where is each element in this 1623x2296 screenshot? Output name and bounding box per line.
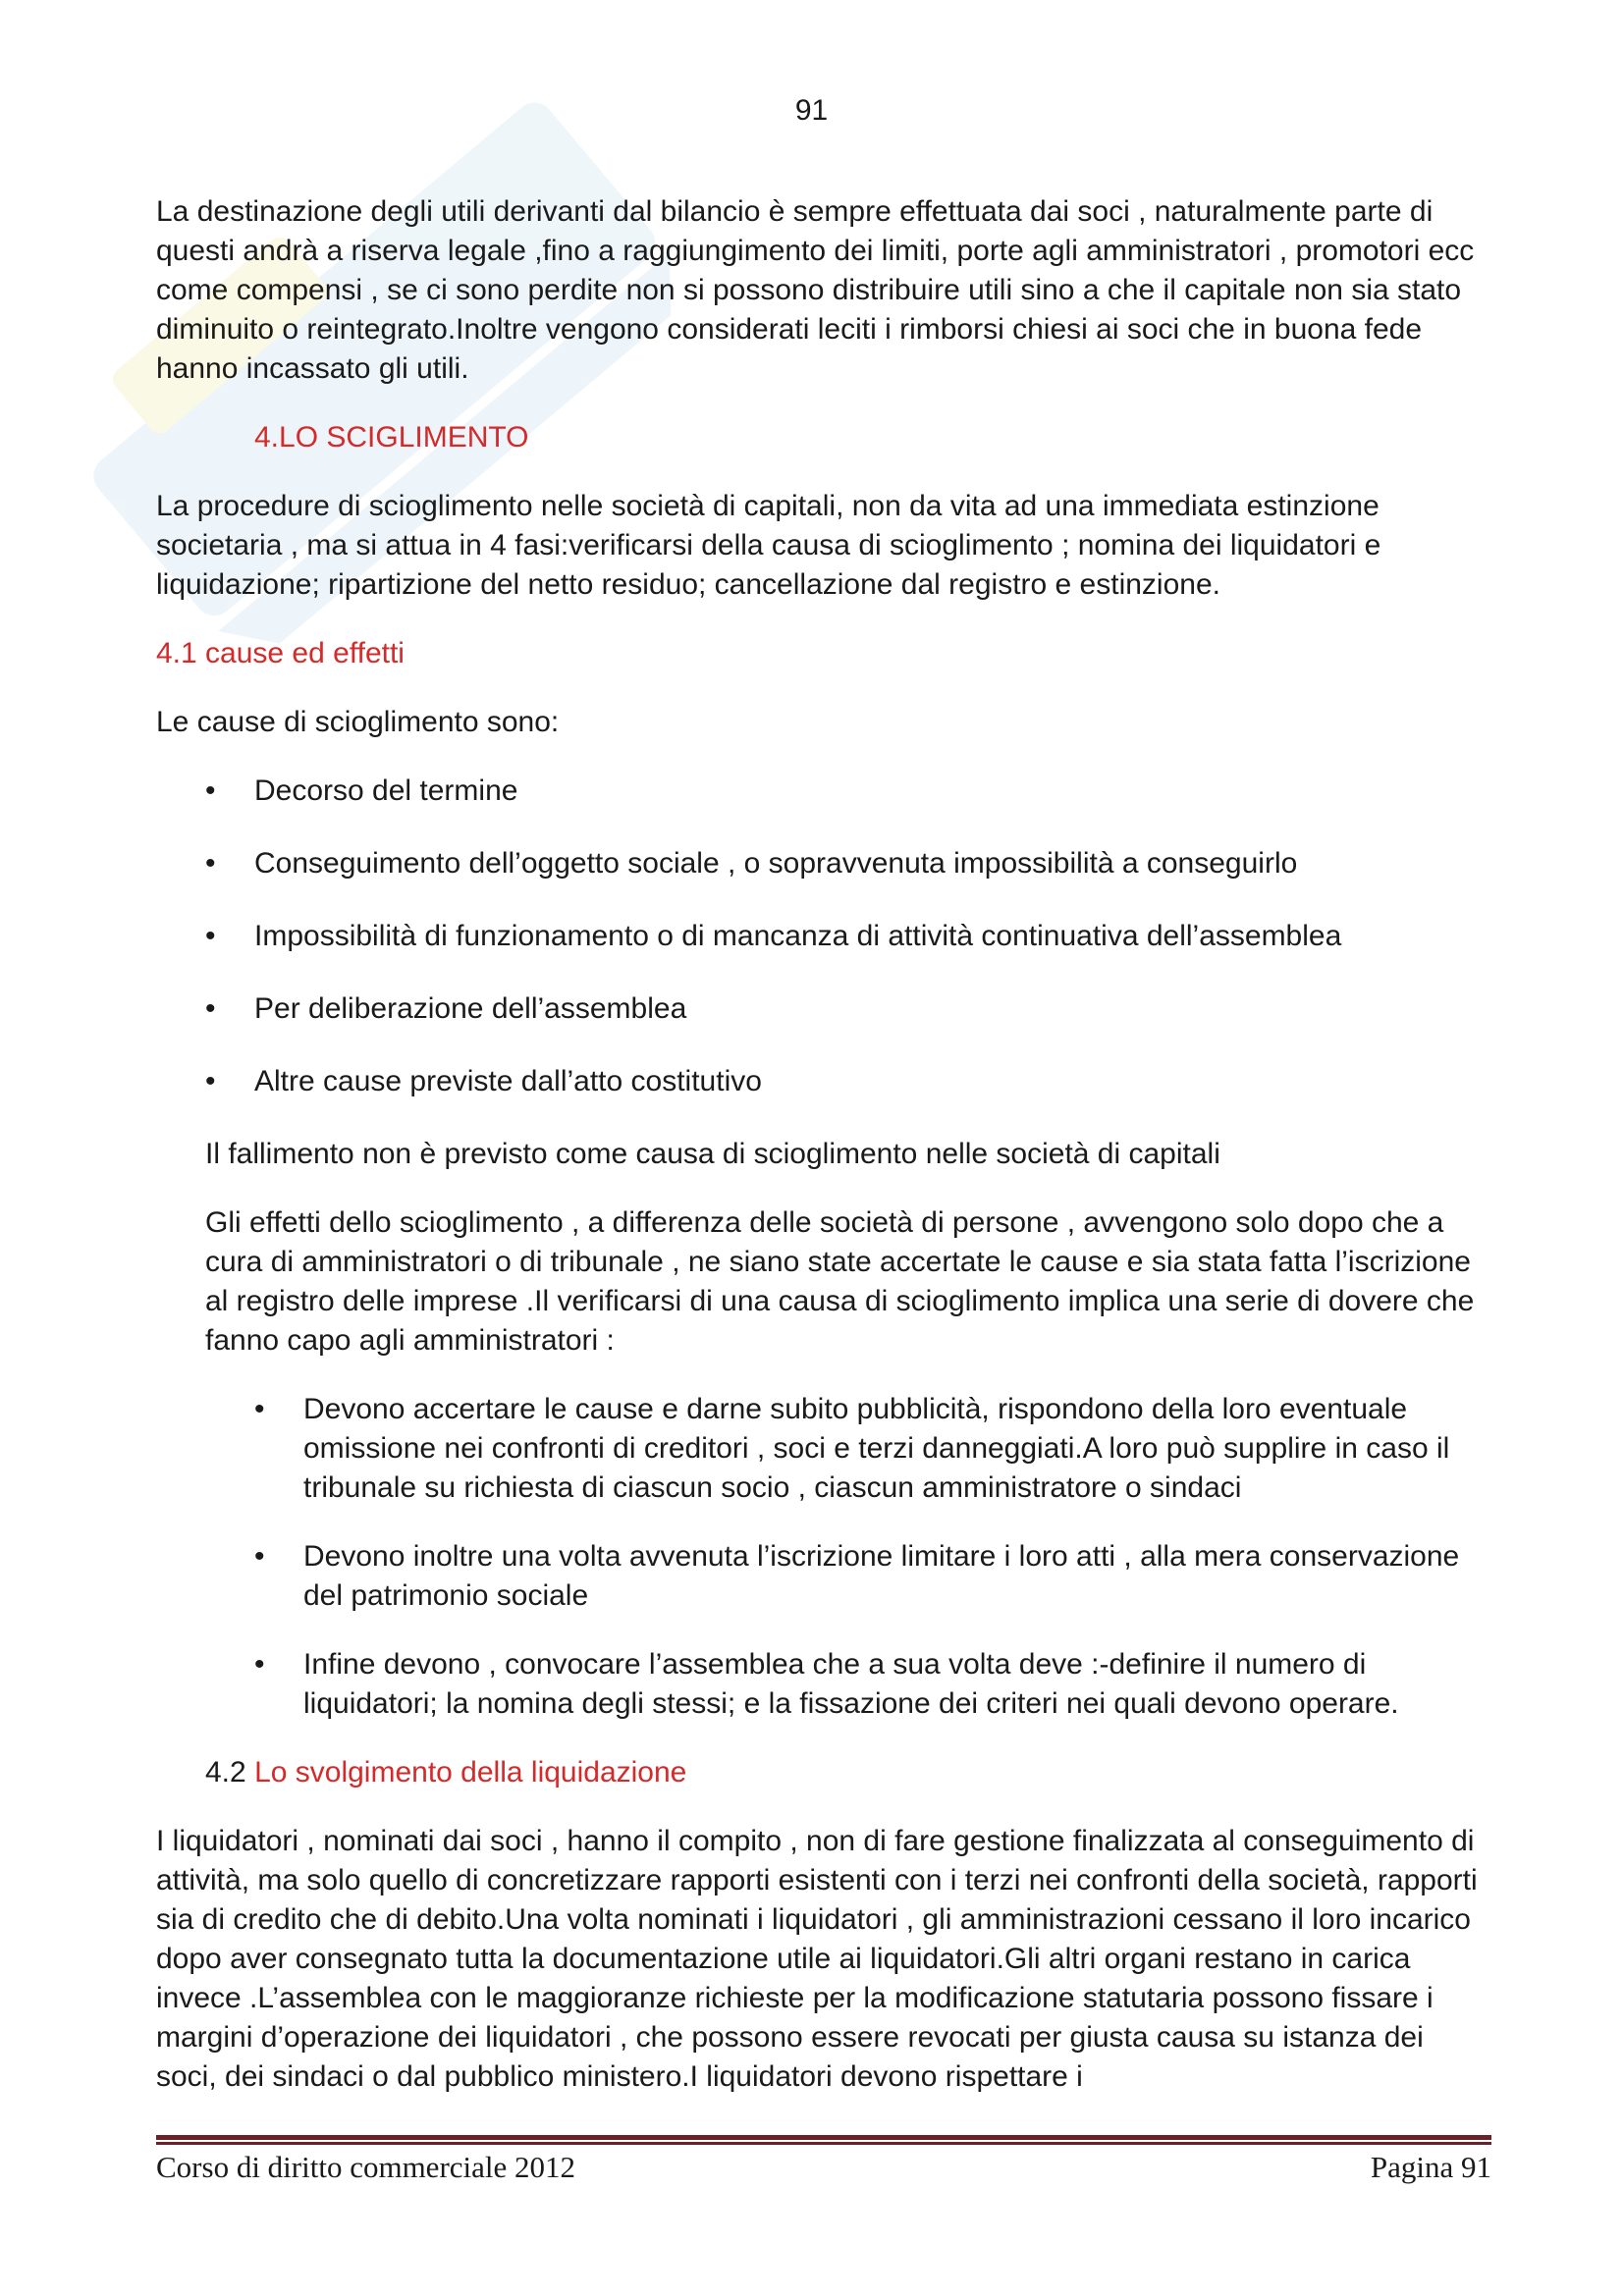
heading-section-4: 4.LO SCIGLIMENTO: [254, 421, 529, 454]
paragraph-procedure: La procedure di scioglimento nelle società di capitali, non da vita ad una immediata estinzione societaria , ma si attua in 4 fasi:verificarsi della causa di scioglimento ; nomina dei liquidatori e liquidazione; ripartizione del netto residuo; cancellazione dal registro e estinzione.: [156, 490, 1381, 601]
footer-course-title: Corso di diritto commerciale 2012: [156, 2150, 576, 2184]
paragraph-effects: Gli effetti dello scioglimento , a differenza delle società di persone , avvengono solo dopo che a cura di amministratori o di tribunale , ne siano state accertate le cause e sia stata fatta l’iscrizione al registro delle imprese .Il verificarsi di una causa di scioglimento implica una serie di dovere che fanno capo agli amministratori :: [205, 1206, 1475, 1357]
list-item: • Devono inoltre una volta avvenuta l’iscrizione limitare i loro atti , alla mera conservazione del patrimonio sociale: [156, 1537, 1491, 1616]
paragraph-intro: La destinazione degli utili derivanti dal bilancio è sempre effettuata dai soci , naturalmente parte di questi andrà a riserva legale ,fino a raggiungimento dei limiti, porte agli amministratori , promotori ecc come compensi , se ci sono perdite non si possono distribuire utili sino a che il capitale non sia stato diminuito o reintegrato.Inoltre vengono considerati leciti i rimborsi chiesi ai soci che in buona fede hanno incassato gli utili.: [156, 195, 1475, 385]
heading-section-4-2-number: 4.2: [205, 1756, 246, 1789]
heading-section-4-2-title: Lo svolgimento della liquidazione: [254, 1756, 687, 1789]
list-item: • Conseguimento dell’oggetto sociale , o sopravvenuta impossibilità a conseguirlo: [156, 844, 1491, 883]
footer-page-label: Pagina 91: [1370, 2150, 1491, 2184]
paragraph-causes-intro: Le cause di scioglimento sono:: [156, 706, 560, 738]
heading-section-4-2: [156, 1753, 1491, 1792]
paragraph-liquidators: I liquidatori , nominati dai soci , hanno il compito , non di fare gestione finalizzata al conseguimento di attività, ma solo quello di concretizzare rapporti esistenti con i terzi nei confronti della società, rapporti sia di credito che di debito.Una volta nominati i liquidatori , gli amministrazioni cessano il loro incarico dopo aver consegnato tutta la documentazione utile ai liquidatori.Gli altri organi restano in carica invece .L’assemblea con le maggioranze richieste per la modificazione statutaria possono fissare i margini d’operazione dei liquidatori , che possono essere revocati per giusta causa su istanza dei soci, dei sindaci o dal pubblico ministero.I liquidatori devono rispettare i: [156, 1825, 1478, 2093]
list-item: • Impossibilità di funzionamento o di mancanza di attività continuativa dell’assemblea: [156, 917, 1491, 956]
list-item: • Devono accertare le cause e darne subito pubblicità, rispondono della loro eventuale omissione nei confronti di creditori , soci e terzi danneggiati.A loro può supplire in caso il tribunale su richiesta di ciascun socio , ciascun amministratore o sindaci: [156, 1390, 1491, 1508]
paragraph-bankruptcy: Il fallimento non è previsto come causa di scioglimento nelle società di capitali: [205, 1138, 1220, 1170]
list-item: • Per deliberazione dell’assemblea: [156, 989, 1491, 1029]
causes-list: [156, 772, 1491, 1101]
page-number: 91: [794, 94, 829, 127]
document-body: [156, 192, 1491, 2097]
footer-divider: [156, 2135, 1491, 2147]
duties-list: [156, 1390, 1491, 1724]
list-item: • Altre cause previste dall’atto costitutivo: [156, 1062, 1491, 1101]
list-item: • Infine devono , convocare l’assemblea che a sua volta deve :-definire il numero di liquidatori; la nomina degli stessi; e la fissazione dei criteri nei quali devono operare.: [156, 1645, 1491, 1724]
list-item: • Decorso del termine: [156, 772, 1491, 811]
heading-section-4-1: 4.1 cause ed effetti: [156, 637, 405, 669]
